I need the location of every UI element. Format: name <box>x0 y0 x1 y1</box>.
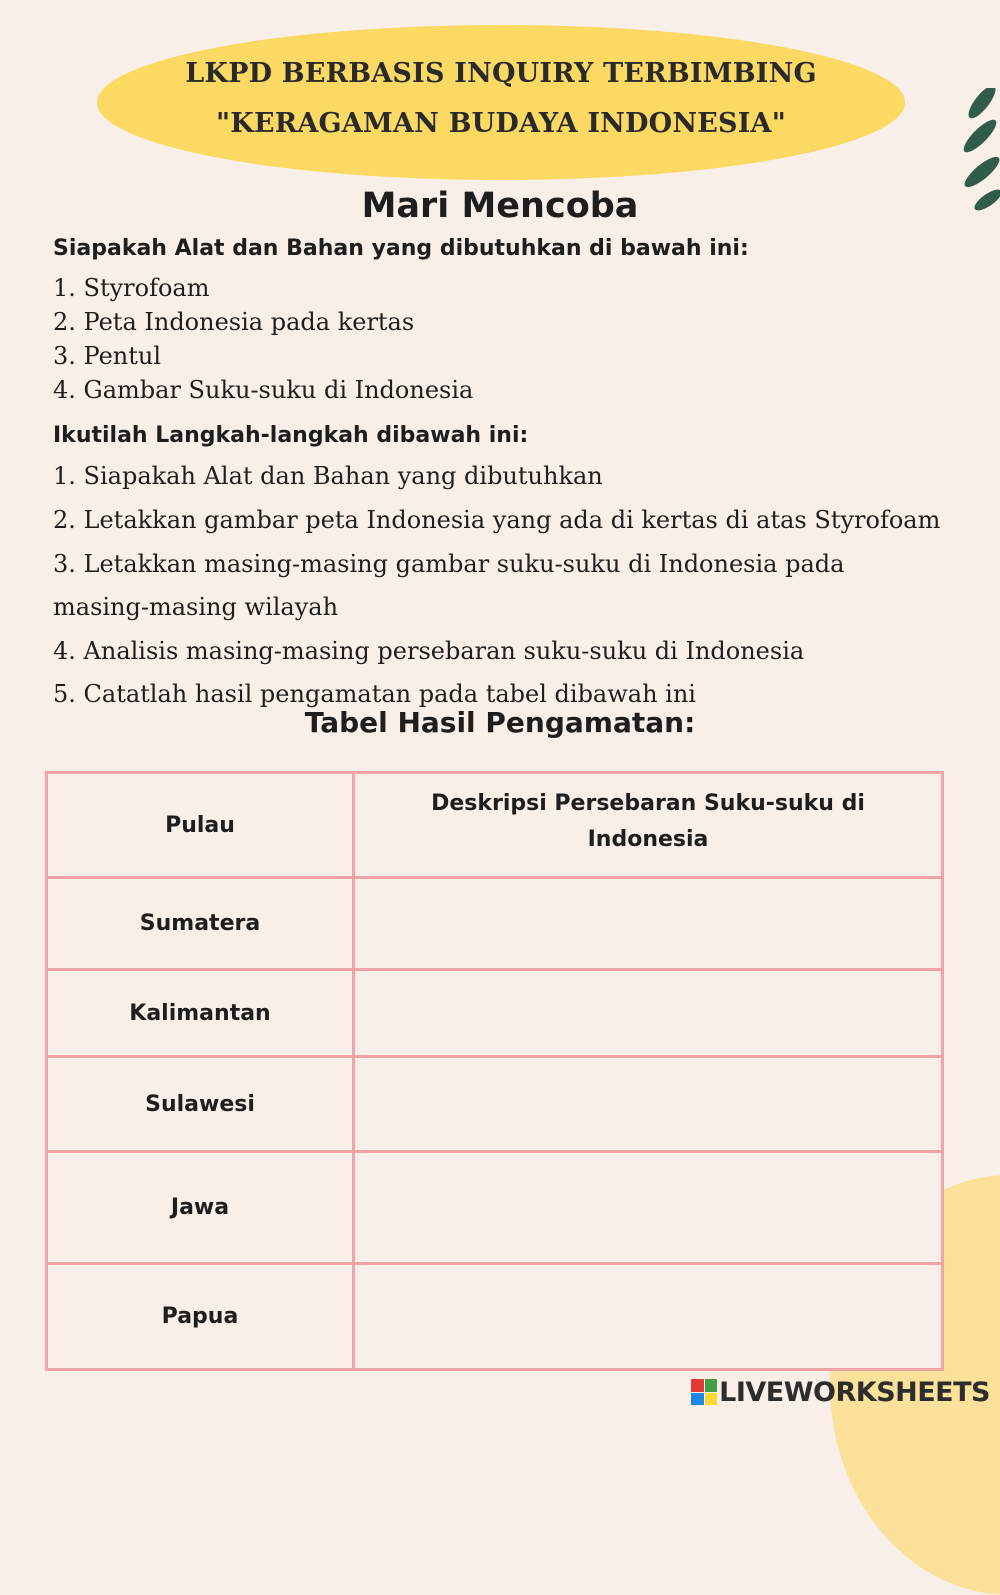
steps-heading: Ikutilah Langkah-langkah dibawah ini: <box>53 423 529 448</box>
material-item: 2. Peta Indonesia pada kertas <box>53 308 415 336</box>
table-row <box>47 1152 943 1264</box>
liveworksheets-logo-icon <box>691 1379 717 1405</box>
cell-pulau: Sulawesi <box>47 1057 354 1152</box>
step-item: 5. Catatlah hasil pengamatan pada tabel dibawah ini <box>53 680 696 708</box>
title-banner <box>97 25 905 180</box>
liveworksheets-logo[interactable] <box>691 1377 990 1407</box>
material-item: 4. Gambar Suku-suku di Indonesia <box>53 376 474 404</box>
cell-deskripsi-input[interactable] <box>354 1264 943 1370</box>
header-deskripsi-line1: Deskripsi Persebaran Suku-suku di <box>431 791 865 816</box>
table-header-row <box>47 773 943 878</box>
table-row <box>47 878 943 970</box>
materials-heading: Siapakah Alat dan Bahan yang dibutuhkan di bawah ini: <box>53 236 749 261</box>
header-pulau: Pulau <box>47 773 354 878</box>
cell-pulau: Kalimantan <box>47 970 354 1057</box>
table-title: Tabel Hasil Pengamatan: <box>304 706 696 739</box>
header-deskripsi <box>354 773 943 878</box>
material-item: 3. Pentul <box>53 342 162 370</box>
step-item: 1. Siapakah Alat dan Bahan yang dibutuhkan <box>53 462 603 490</box>
table-row <box>47 970 943 1057</box>
cell-deskripsi-input[interactable] <box>354 878 943 970</box>
step-item-continued: masing-masing wilayah <box>53 593 339 621</box>
liveworksheets-logo-text: LIVEWORKSHEETS <box>719 1376 990 1408</box>
worksheet-title-line1: LKPD BERBASIS INQUIRY TERBIMBING <box>185 58 817 89</box>
observation-table <box>45 771 944 1371</box>
cell-pulau: Sumatera <box>47 878 354 970</box>
cell-deskripsi-input[interactable] <box>354 1057 943 1152</box>
material-item: 1. Styrofoam <box>53 274 210 302</box>
table-row <box>47 1264 943 1370</box>
cell-pulau: Jawa <box>47 1152 354 1264</box>
cell-deskripsi-input[interactable] <box>354 1152 943 1264</box>
step-item: 2. Letakkan gambar peta Indonesia yang ada di kertas di atas Styrofoam <box>53 506 941 534</box>
cell-pulau: Papua <box>47 1264 354 1370</box>
step-item: 3. Letakkan masing-masing gambar suku-suku di Indonesia pada <box>53 550 845 578</box>
table-row <box>47 1057 943 1152</box>
worksheet-title-line2: "KERAGAMAN BUDAYA INDONESIA" <box>216 108 786 139</box>
header-deskripsi-line2: Indonesia <box>587 827 709 852</box>
section-heading: Mari Mencoba <box>361 186 639 226</box>
step-item: 4. Analisis masing-masing persebaran suku-suku di Indonesia <box>53 637 805 665</box>
cell-deskripsi-input[interactable] <box>354 970 943 1057</box>
